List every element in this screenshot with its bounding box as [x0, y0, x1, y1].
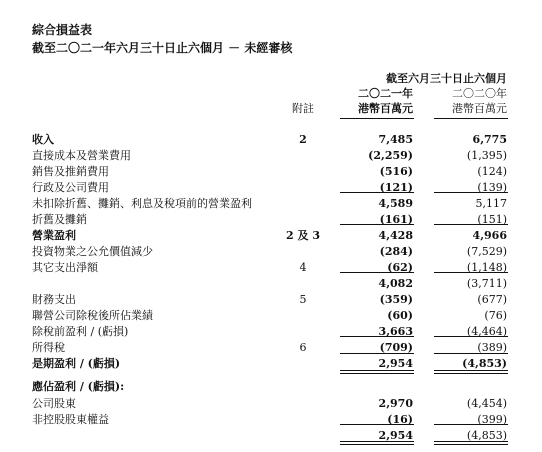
row-value-2021: (121) — [379, 181, 413, 194]
row-value-2020: (3,711) — [466, 277, 507, 290]
row-value-2020: 4,966 — [472, 229, 507, 242]
row-note: 2 — [299, 133, 307, 146]
row-label: 投資物業之公允價值減少 — [32, 245, 153, 258]
attrib-label: 公司股東 — [32, 397, 76, 410]
row-label: 除稅前盈利 / (虧損) — [32, 325, 129, 338]
row-note: 2 及 3 — [286, 229, 320, 242]
row-label: 財務支出 — [32, 293, 76, 306]
row-value-2021: (2,259) — [368, 149, 413, 162]
row-label: 直接成本及營業費用 — [32, 149, 131, 162]
row-value-2021: (62) — [387, 261, 413, 274]
row-value-2020: 6,775 — [472, 133, 507, 146]
attrib-value-2020: (399) — [477, 413, 507, 426]
row-label: 聯營公司除稅後所佔業績 — [32, 309, 153, 322]
row-label: 所得稅 — [32, 341, 65, 354]
row-value-2020: (389) — [477, 341, 507, 354]
row-label: 其它支出淨額 — [32, 261, 98, 274]
row-value-2021: (284) — [379, 245, 413, 258]
statement-title: 綜合損益表 — [32, 23, 93, 37]
row-label: 銷售及推銷費用 — [32, 165, 109, 178]
attrib-value-2021: 2,954 — [378, 429, 413, 442]
row-value-2020: (1,148) — [466, 261, 507, 274]
table-rule — [340, 373, 414, 374]
table-rule — [340, 192, 414, 193]
row-value-2020: 5,117 — [475, 197, 507, 210]
table-rule — [434, 441, 508, 442]
row-value-2020: (4,464) — [466, 325, 507, 338]
table-rule — [434, 192, 508, 193]
row-label: 未扣除折舊、攤銷、利息及稅項前的營業盈利 — [32, 197, 252, 210]
table-rule — [340, 424, 414, 425]
table-rule — [340, 353, 414, 354]
row-value-2020: (4,853) — [462, 357, 507, 370]
attrib-value-2021: (16) — [387, 413, 413, 426]
table-rule — [340, 441, 414, 442]
row-value-2021: (709) — [379, 341, 413, 354]
table-rule — [434, 424, 508, 425]
header-note: 附註 — [292, 102, 314, 115]
row-note: 5 — [299, 293, 307, 306]
attrib-value-2021: 2,970 — [378, 397, 413, 410]
attribution-title: 應佔盈利 / (虧損): — [32, 380, 125, 393]
header-year-2021: 二〇二一年 — [358, 87, 413, 100]
row-value-2021: 4,428 — [378, 229, 413, 242]
row-label: 是期盈利 / (虧損) — [32, 357, 121, 370]
table-rule — [434, 224, 508, 225]
attrib-label: 非控股股東權益 — [32, 413, 109, 426]
row-value-2020: (139) — [477, 181, 507, 194]
row-value-2020: (76) — [484, 309, 507, 322]
header-unit-2021: 港幣百萬元 — [358, 102, 413, 115]
row-value-2021: 7,485 — [378, 133, 413, 146]
table-rule — [434, 353, 508, 354]
table-rule — [340, 272, 414, 273]
row-value-2020: (7,529) — [466, 245, 507, 258]
row-value-2021: (60) — [387, 309, 413, 322]
header-year-2020: 二〇二〇年 — [452, 87, 507, 100]
statement-period-title: 截至二〇二一年六月三十日止六個月 － 未經審核 — [32, 41, 293, 55]
table-rule — [434, 336, 508, 337]
attrib-value-2020: (4,853) — [466, 429, 507, 442]
row-value-2021: 4,589 — [378, 197, 413, 210]
table-rule — [340, 336, 414, 337]
row-value-2021: (359) — [379, 293, 413, 306]
header-period: 截至六月三十日止六個月 — [386, 72, 507, 85]
table-rule — [434, 444, 508, 445]
row-value-2021: (516) — [379, 165, 413, 178]
row-value-2021: (161) — [379, 213, 413, 226]
attrib-value-2020: (4,454) — [466, 397, 507, 410]
row-value-2020: (124) — [477, 165, 507, 178]
row-value-2021: 4,082 — [378, 277, 413, 290]
header-rule-2021 — [340, 118, 414, 119]
row-note: 4 — [299, 261, 307, 274]
table-rule — [340, 444, 414, 445]
row-note: 6 — [299, 341, 307, 354]
table-rule — [434, 373, 508, 374]
row-label: 營業盈利 — [32, 229, 76, 242]
table-rule — [434, 370, 508, 371]
header-unit-2020: 港幣百萬元 — [452, 102, 507, 115]
table-rule — [340, 224, 414, 225]
table-rule — [434, 272, 508, 273]
row-label: 折舊及攤銷 — [32, 213, 87, 226]
header-rule-2020 — [434, 118, 508, 119]
table-rule — [340, 370, 414, 371]
row-value-2020: (151) — [477, 213, 507, 226]
row-value-2021: 3,663 — [378, 325, 413, 338]
row-label: 行政及公司費用 — [32, 181, 109, 194]
row-label: 收入 — [32, 133, 54, 146]
row-value-2020: (1,395) — [466, 149, 507, 162]
row-value-2020: (677) — [477, 293, 507, 306]
row-value-2021: 2,954 — [378, 357, 413, 370]
